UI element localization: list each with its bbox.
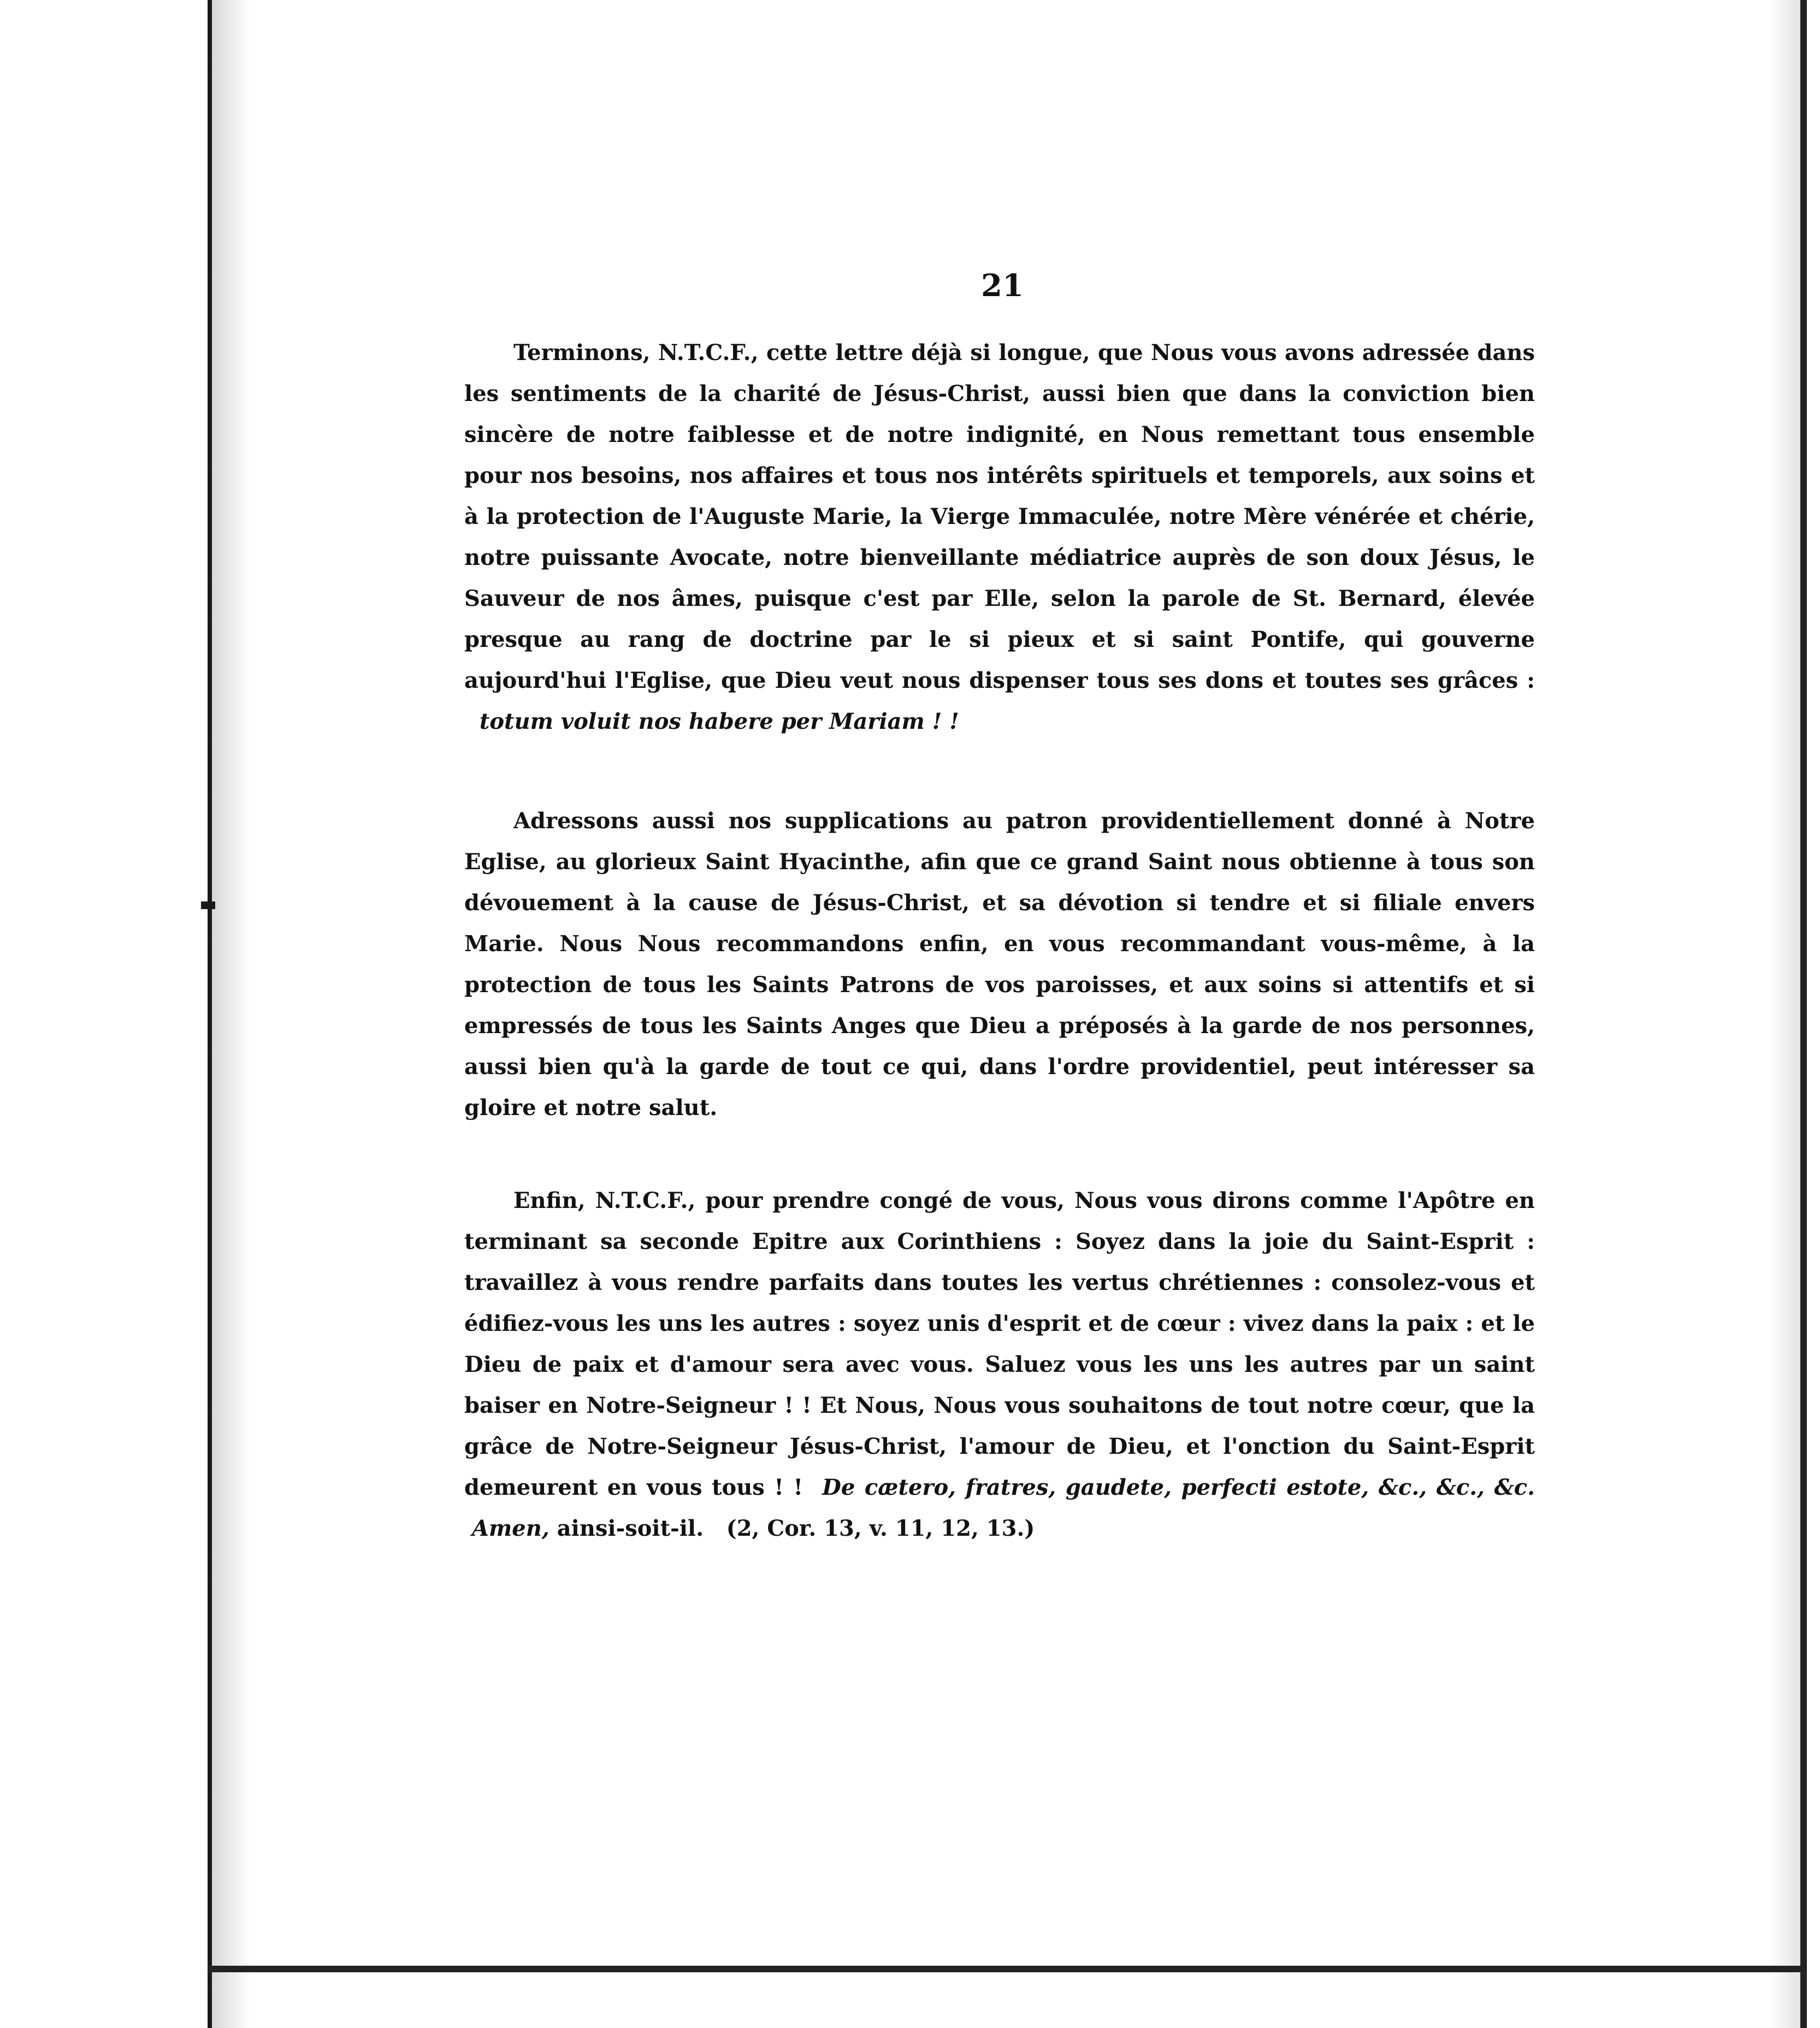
binding-mark — [201, 901, 215, 909]
paragraph-enfin — [464, 1180, 1535, 1549]
scripture-reference: (2, Cor. 13, v. 11, 12, 13.) — [726, 1516, 1035, 1541]
paragraph-text: Adressons aussi nos supplications au patron providentiellement donné à Notre Eglise, au glorieux Saint Hyacinthe, afin que ce grand Saint nous obtienne à tous son dévouement à la cause de Jésus-Christ, et sa dévotion si tendre et si filiale envers Marie. Nous Nous recommandons enfin, en vous recommandant vous-même, à la protection de tous les Saints Patrons de vos paroisses, et aux soins si attentifs et si empressés de tous les Saints Anges que Dieu a préposés à la garde de nos personnes, aussi bien qu'à la garde de tout ce qui, dans l'ordre providentiel, peut intéresser sa gloire et notre salut. — [464, 808, 1535, 1121]
page-number: 21 — [981, 268, 1024, 304]
page-edge-shadow — [1770, 0, 1800, 2028]
binding-edge — [208, 0, 212, 2028]
gutter-shadow — [212, 0, 250, 2028]
latin-quote: totum voluit nos habere per Mariam ! ! — [479, 709, 959, 734]
amen-word: Amen, — [471, 1516, 549, 1541]
paragraph-terminons — [464, 332, 1535, 742]
closing-text: ainsi-soit-il. — [557, 1516, 704, 1541]
page-right-edge — [1800, 0, 1807, 2028]
paragraph-text: Terminons, N.T.C.F., cette lettre déjà si longue, que Nous vous avons adressée dans les sentiments de la charité de Jésus-Christ, aussi bien que dans la conviction bien sincère de notre faiblesse et de notre indignité, en Nous remettant tous ensemble pour nos besoins, nos affaires et tous nos intérêts spirituels et temporels, aux soins et à la protection de l'Auguste Marie, la Vierge Immaculée, notre Mère vénérée et chérie, notre puissante Avocate, notre bienveillante médiatrice auprès de son doux Jésus, le Sauveur de nos âmes, puisque c'est par Elle, selon la parole de St. Bernard, élevée presque au rang de doctrine par le si pieux et si saint Pontife, qui gouverne aujourd'hui l'Eglise, que Dieu veut nous dispenser tous ses dons et toutes ses grâces : — [464, 340, 1535, 693]
latin-quote: De cætero, fratres, gaudete, perfecti estote, &c., &c., &c. — [822, 1475, 1535, 1500]
page-bottom-edge — [208, 1966, 1807, 1972]
paragraph-text: Enfin, N.T.C.F., pour prendre congé de vous, Nous vous dirons comme l'Apôtre en terminant sa seconde Epitre aux Corinthiens : Soyez dans la joie du Saint-Esprit : travaillez à vous rendre parfaits dans toutes les vertus chrétiennes : consolez-vous et édifiez-vous les uns les autres : soyez unis d'esprit et de cœur : vivez dans la paix : et le Dieu de paix et d'amour sera avec vous. Saluez vous les uns les autres par un saint baiser en Notre-Seigneur ! ! Et Nous, Nous vous souhaitons de tout notre cœur, que la grâce de Notre-Seigneur Jésus-Christ, l'amour de Dieu, et l'onction du Saint-Esprit demeurent en vous tous ! ! — [464, 1188, 1535, 1500]
paragraph-adressons — [464, 800, 1535, 1128]
